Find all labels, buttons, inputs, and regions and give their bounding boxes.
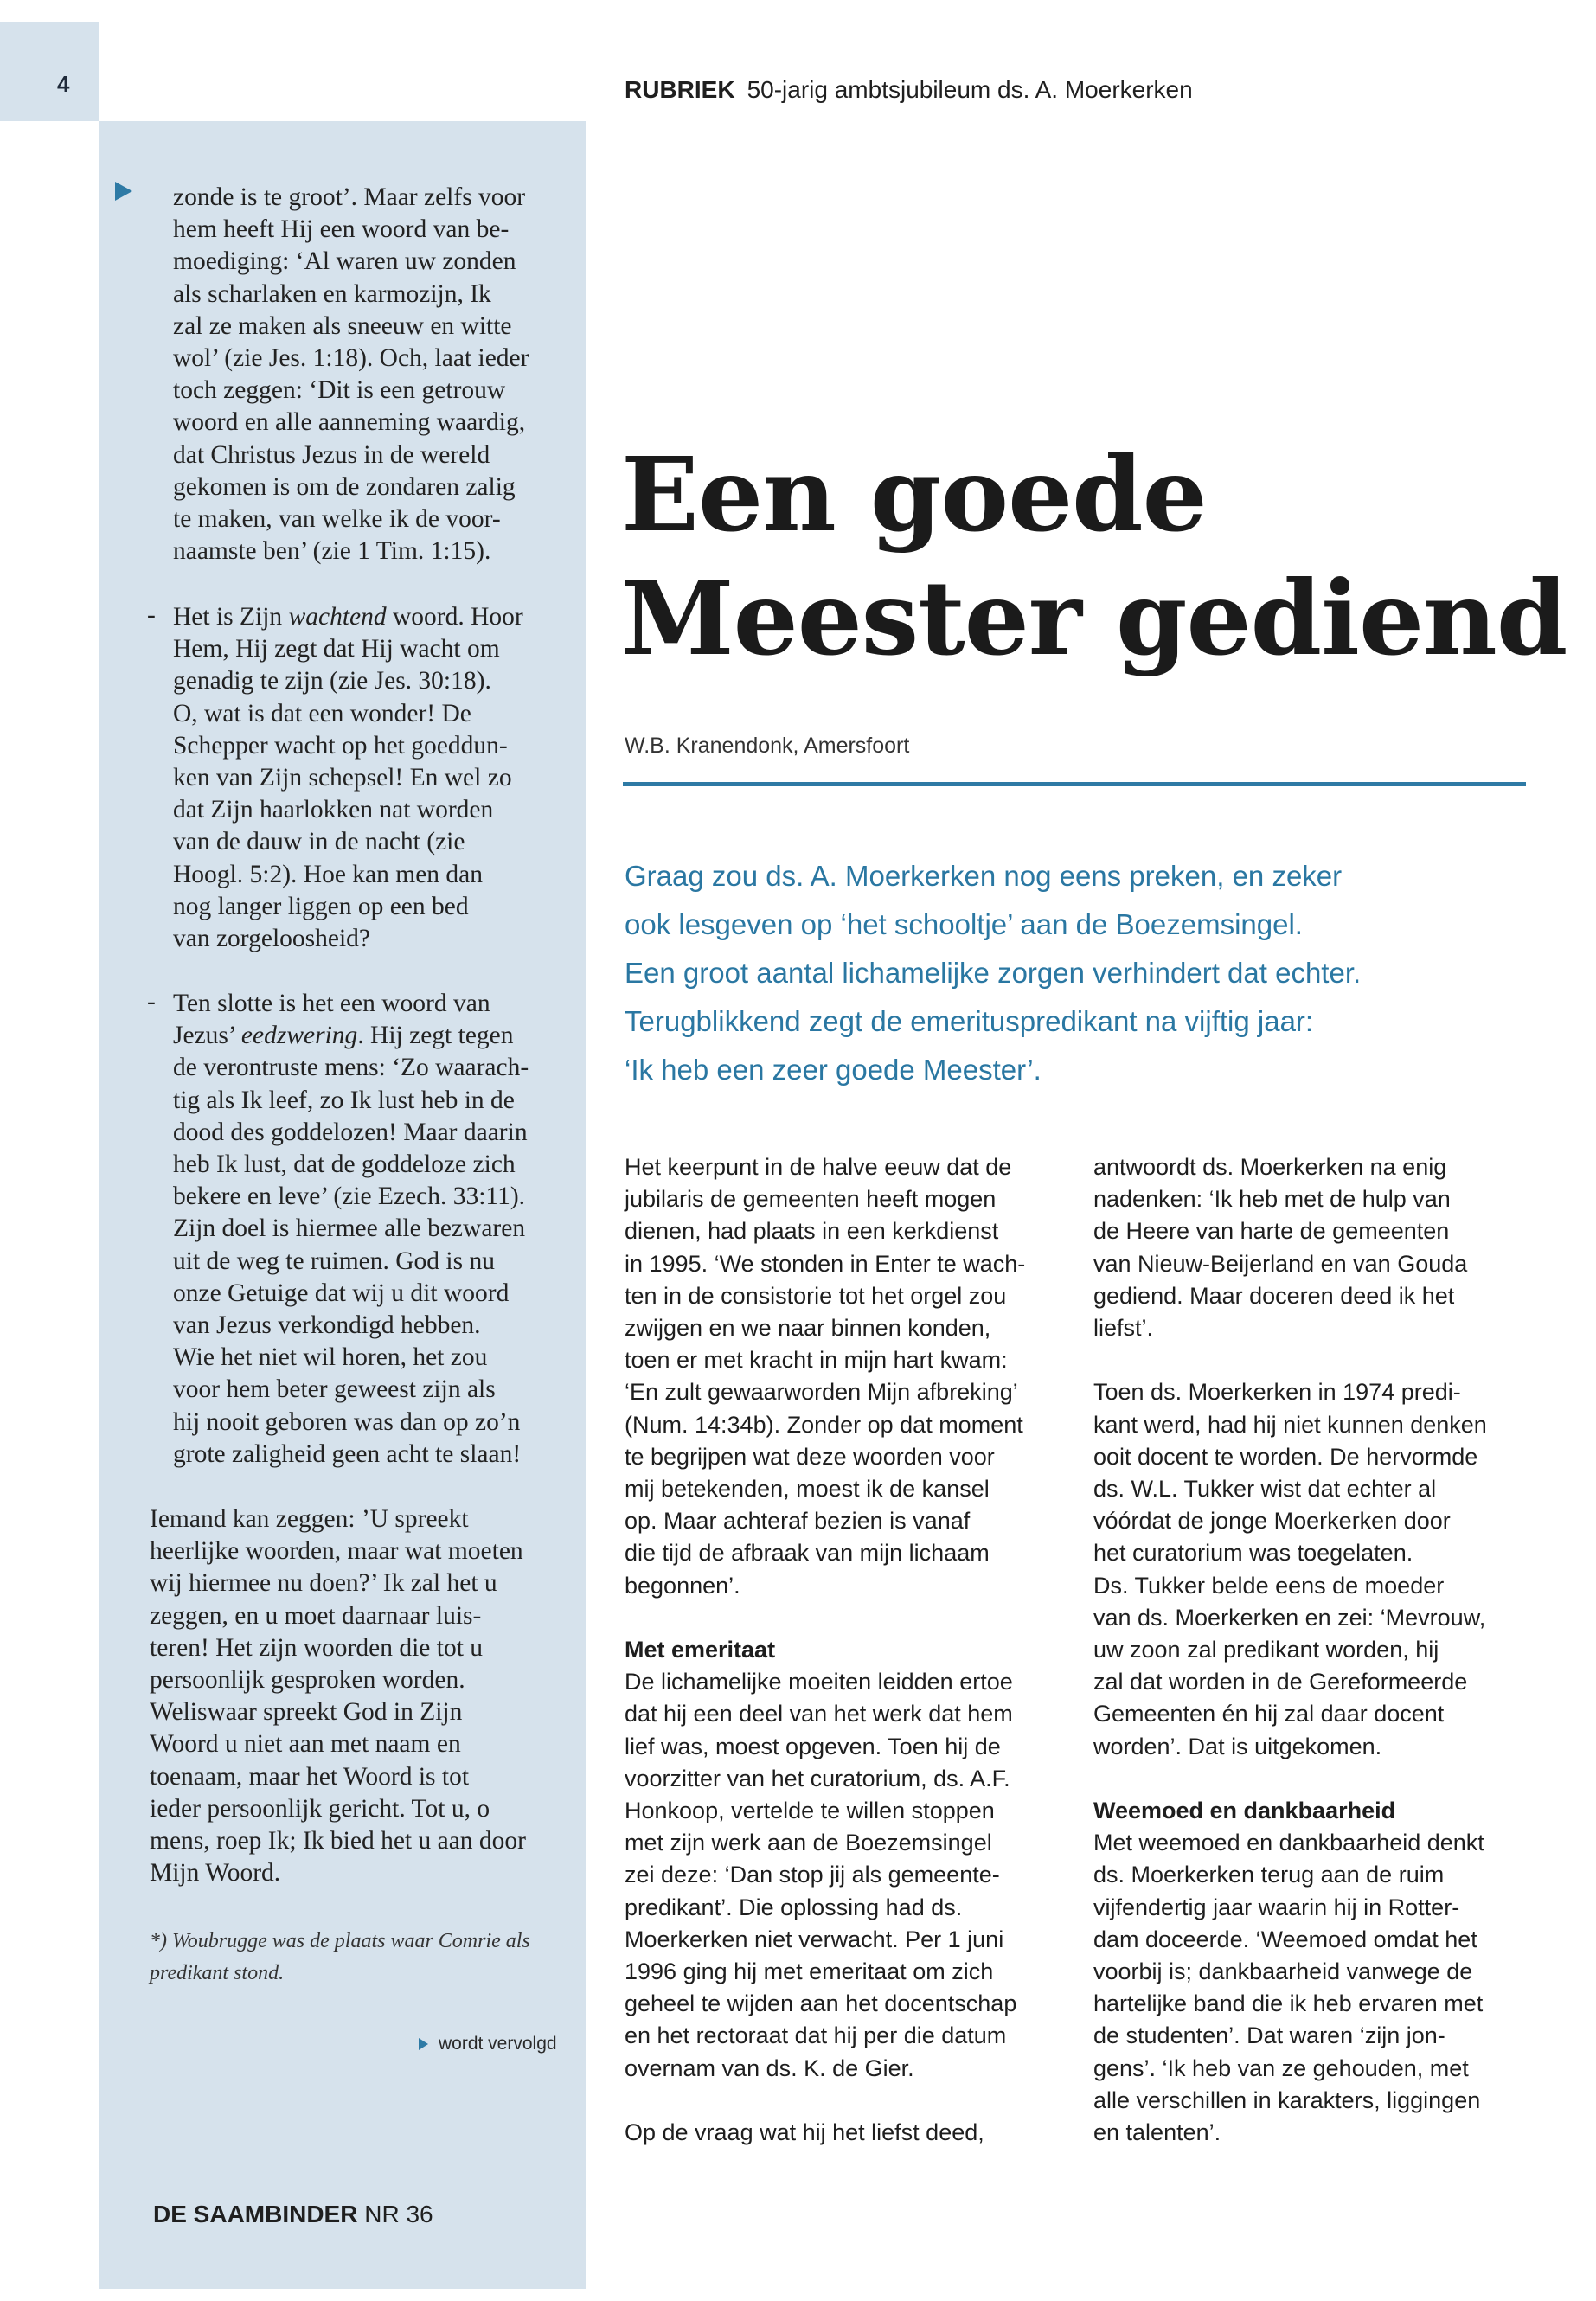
text-line: ds. Moerkerken terug aan de ruim [1093, 1862, 1445, 1888]
issue-number: NR 36 [364, 2201, 433, 2227]
text-line: predikant stond. [150, 1962, 285, 1984]
lead-paragraph [625, 852, 1361, 1094]
text-line: zal dat worden in de Gereformeerde [1093, 1669, 1468, 1695]
magazine-name: DE SAAMBINDER [153, 2201, 358, 2227]
emphasis-text: wachtend [288, 603, 387, 631]
text-line: ‘En zult gewaarworden Mijn afbreking’ [625, 1379, 1018, 1406]
footnote [150, 1926, 530, 1990]
text-line: het curatorium was toegelaten. [1093, 1540, 1413, 1567]
text-line: gediend. Maar doceren deed ik het [1093, 1282, 1455, 1309]
column-1-paragraph-3 [625, 2117, 1025, 2149]
bullet-3-lines [173, 1052, 562, 1471]
text-line: ‘Ik heb een zeer goede Meester’. [625, 1054, 1042, 1086]
text-line: jubilaris de gemeenten heeft mogen [625, 1186, 997, 1213]
text-line: dat Zijn haarlokken nat worden [173, 796, 494, 824]
text-line: overnam van ds. K. de Gier. [625, 2054, 914, 2081]
bullet-dash: - [147, 601, 156, 629]
text-line: zei deze: ‘Dan stop jij als gemeente- [625, 1862, 1000, 1888]
text-line: Gemeenten én hij zal daar docent [1093, 1701, 1445, 1727]
divider-rule [623, 782, 1526, 786]
text-line: Moerkerken niet verwacht. Per 1 juni [625, 1926, 1004, 1952]
text-line: Iemand kan zeggen: ’U spreekt [150, 1505, 469, 1533]
article-title [621, 433, 1567, 680]
text-line: gekomen is om de zondaren zalig [173, 472, 516, 501]
text-line: voorbij is; dankbaarheid vanwege de [1093, 1958, 1473, 1985]
text-line: die tijd de afbraak van mijn lichaam [625, 1540, 990, 1567]
text-line: gens’. ‘Ik heb van ze gehouden, met [1093, 2054, 1469, 2081]
text-line: liefst’. [1093, 1315, 1154, 1342]
rubric-label: RUBRIEK [625, 76, 735, 103]
text-line: te maken, van welke ik de voor- [173, 505, 501, 534]
text-line: moediging: ‘Al waren uw zonden [173, 247, 516, 276]
text-line: Hoogl. 5:2). Hoe kan men dan [173, 860, 484, 888]
text-line: als scharlaken en karmozijn, Ik [173, 279, 491, 308]
subheading-weemoed: Weemoed en dankbaarheid [1093, 1798, 1396, 1824]
text-line: nog langer liggen op een bed [173, 892, 469, 920]
text-line: Hem, Hij zegt dat Hij wacht om [173, 635, 500, 663]
text-line: van Jezus verkondigd hebben. [173, 1311, 481, 1340]
text-line: Wie het niet wil horen, het zou [173, 1343, 488, 1372]
text-line: Weliswaar spreekt God in Zijn [150, 1698, 463, 1727]
text-line: lief was, moest opgeven. Toen hij de [625, 1733, 1001, 1759]
text-line: te begrijpen wat deze woorden voor [625, 1443, 995, 1470]
text-line: Graag zou ds. A. Moerkerken nog eens preken, en zeker [625, 860, 1343, 892]
text-line: van Nieuw-Beijerland en van Gouda [1093, 1250, 1468, 1277]
page-number-tab [0, 22, 99, 121]
text-line: wij hiermee nu doen?’ Ik zal het u [150, 1569, 497, 1598]
text-span: woord. Hoor [386, 603, 523, 631]
text-line: alle verschillen in karakters, liggingen [1093, 2086, 1481, 2113]
text-line: O, wat is dat een wonder! De [173, 699, 471, 727]
text-line: antwoordt ds. Moerkerken na enig [1093, 1154, 1447, 1180]
text-line: zeggen, en u moet daarnaar luis- [150, 1601, 482, 1630]
text-line: de verontruste mens: ‘Zo waarach- [173, 1054, 529, 1082]
text-line: predikant’. Die oplossing had ds. [625, 1894, 963, 1920]
text-line: heb Ik lust, dat de goddeloze zich [173, 1150, 516, 1179]
magazine-footer [153, 2201, 433, 2228]
text-line: van ds. Moerkerken en zei: ‘Mevrouw, [1093, 1604, 1486, 1631]
text-line: Ds. Tukker belde eens de moeder [1093, 1572, 1445, 1599]
author-byline: W.B. Kranendonk, Amersfoort [625, 734, 910, 758]
text-line: zwijgen en we naar binnen konden, [625, 1315, 991, 1342]
bullet-2-lines [173, 633, 562, 955]
text-line: voor hem beter geweest zijn als [173, 1375, 496, 1404]
continued-arrow-icon [419, 2038, 428, 2050]
text-line: Schepper wacht op het goeddun- [173, 731, 508, 760]
text-line: hij nooit geboren was dan op zo’n [173, 1407, 521, 1436]
text-line: Met weemoed en dankbaarheid denkt [1093, 1830, 1484, 1856]
text-line: ken van Zijn schepsel! En wel zo [173, 764, 512, 792]
text-line: ook lesgeven op ‘het schooltje’ aan de Boezemsingel. [625, 908, 1303, 940]
text-line: vóórdat de jonge Moerkerken door [1093, 1508, 1451, 1535]
text-span: Jezus’ [173, 1022, 241, 1050]
text-span: Het is Zijn [173, 603, 289, 631]
text-line: de studenten’. Dat waren ‘zijn jon- [1093, 2022, 1445, 2049]
text-line: teren! Het zijn woorden die tot u [150, 1633, 484, 1662]
continued-text: wordt vervolgd [439, 2034, 557, 2054]
continued-note [419, 2034, 557, 2054]
text-line: toch zeggen: ‘Dit is een getrouw [173, 376, 506, 405]
bullet-dash: - [147, 988, 156, 1016]
text-line: en het rectoraat dat hij per die datum [625, 2022, 1007, 2049]
text-line: 1996 ging hij met emeritaat om zich [625, 1958, 994, 1985]
title-line-1: Een goede [621, 434, 1207, 554]
text-line: persoonlijk gesproken worden. [150, 1666, 465, 1695]
text-line: van de dauw in de nacht (zie [173, 828, 465, 856]
text-line: uit de weg te ruimen. God is nu [173, 1247, 495, 1275]
text-line: uw zoon zal predikant worden, hij [1093, 1637, 1439, 1663]
text-line: hartelijke band die ik heb ervaren met [1093, 1990, 1484, 2017]
text-line: kant werd, had hij niet kunnen denken [1093, 1411, 1487, 1438]
text-line: van zorgeloosheid? [173, 925, 371, 953]
text-line: op. Maar achteraf bezien is vanaf [625, 1508, 971, 1535]
sidebar-paragraph-4 [150, 1503, 526, 1889]
text-line: en talenten’. [1093, 2119, 1221, 2146]
text-line: De lichamelijke moeiten leidden ertoe [625, 1669, 1013, 1695]
column-2-paragraph-1 [1093, 1151, 1487, 1344]
text-line: mij betekenden, moest ik de kansel [625, 1476, 990, 1503]
text-line: Zijn doel is hiermee alle bezwaren [173, 1215, 526, 1243]
text-line: wol’ (zie Jes. 1:18). Och, laat ieder [173, 344, 529, 373]
text-line: mens, roep Ik; Ik bied het u aan door [150, 1827, 526, 1856]
text-line: genadig te zijn (zie Jes. 30:18). [173, 667, 491, 695]
text-line: Mijn Woord. [150, 1859, 281, 1888]
text-line: Het keerpunt in de halve eeuw dat de [625, 1154, 1012, 1180]
text-line: toenaam, maar het Woord is tot [150, 1762, 470, 1791]
text-line: in 1995. ‘We stonden in Enter te wach- [625, 1250, 1026, 1277]
header-subtitle: 50-jarig ambtsjubileum ds. A. Moerkerken [747, 76, 1193, 103]
text-line: dam doceerde. ‘Weemoed omdat het [1093, 1926, 1477, 1952]
text-line: naamste ben’ (zie 1 Tim. 1:15). [173, 537, 491, 566]
text-line: hem heeft Hij een woord van be- [173, 215, 510, 244]
text-line: dood des goddelozen! Maar daarin [173, 1118, 528, 1146]
text-line: tig als Ik leef, zo Ik lust heb in de [173, 1086, 515, 1114]
text-line: worden’. Dat is uitgekomen. [1093, 1733, 1382, 1759]
continuation-arrow-icon [115, 182, 132, 201]
text-line: grote zaligheid geen acht te slaan! [173, 1439, 522, 1468]
text-line: woord en alle aanneming waardig, [173, 408, 526, 437]
page-number: 4 [57, 71, 70, 97]
column-2-paragraph-3 [1093, 1827, 1487, 2149]
text-line: nadenken: ‘Ik heb met de hulp van [1093, 1186, 1451, 1213]
text-line: dat hij een deel van het werk dat hem [625, 1701, 1013, 1727]
bullet-3-first-line: Ten slotte is het een woord van [173, 990, 490, 1017]
emphasis-text: eedzwering [240, 1022, 358, 1050]
text-line: voorzitter van het curatorium, ds. A.F. [625, 1765, 1010, 1791]
sidebar-bullet-2 [173, 601, 562, 955]
text-line: ooit docent te worden. De hervormde [1093, 1443, 1478, 1470]
text-line: onze Getuige dat wij u dit woord [173, 1279, 510, 1307]
title-line-2: Meester gediend [621, 558, 1567, 678]
text-line: ten in de consistorie tot het orgel zou [625, 1282, 1007, 1309]
text-line: begonnen’. [625, 1572, 740, 1599]
subheading-met-emeritaat: Met emeritaat [625, 1637, 776, 1663]
running-header [625, 76, 1193, 104]
sidebar-bullet-3 [173, 988, 562, 1471]
text-line: *) Woubrugge was de plaats waar Comrie als [150, 1930, 530, 1952]
column-2-paragraph-2 [1093, 1376, 1487, 1762]
text-line: Honkoop, vertelde te willen stoppen [625, 1798, 995, 1824]
text-line: Terugblikkend zegt de emerituspredikant na vijftig jaar: [625, 1005, 1314, 1037]
text-line: Toen ds. Moerkerken in 1974 predi- [1093, 1379, 1461, 1406]
text-line: de Heere van harte de gemeenten [1093, 1218, 1450, 1245]
column-1-paragraph-1 [625, 1151, 1025, 1602]
text-line: geheel te wijden aan het docentschap [625, 1990, 1017, 2017]
text-line: bekere en leve’ (zie Ezech. 33:11). [173, 1183, 526, 1211]
text-line: toen er met kracht in mijn hart kwam: [625, 1347, 1008, 1374]
text-line: Een groot aantal lichamelijke zorgen verhindert dat echter. [625, 957, 1362, 989]
text-line: Op de vraag wat hij het liefst deed, [625, 2119, 984, 2146]
text-line: zonde is te groot’. Maar zelfs voor [173, 183, 526, 211]
text-line: vijfendertig jaar waarin hij in Rotter- [1093, 1894, 1460, 1920]
sidebar-paragraph-1 [173, 182, 562, 567]
text-line: Woord u niet aan met naam en [150, 1730, 461, 1759]
text-line: met zijn werk aan de Boezemsingel [625, 1830, 992, 1856]
text-line: ieder persoonlijk gericht. Tot u, o [150, 1794, 490, 1823]
text-line: zal ze maken als sneeuw en witte [173, 311, 512, 340]
text-line: (Num. 14:34b). Zonder op dat moment [625, 1411, 1023, 1438]
column-1-paragraph-2 [625, 1666, 1025, 2085]
text-line: heerlijke woorden, maar wat moeten [150, 1537, 523, 1566]
text-span: . Hij zegt tegen [357, 1022, 514, 1050]
text-line: ds. W.L. Tukker wist dat echter al [1093, 1476, 1437, 1503]
article-column-2 [1093, 1151, 1487, 2149]
text-line: dienen, had plaats in een kerkdienst [625, 1218, 999, 1245]
article-column-1 [625, 1151, 1025, 2149]
text-line: dat Christus Jezus in de wereld [173, 440, 490, 469]
